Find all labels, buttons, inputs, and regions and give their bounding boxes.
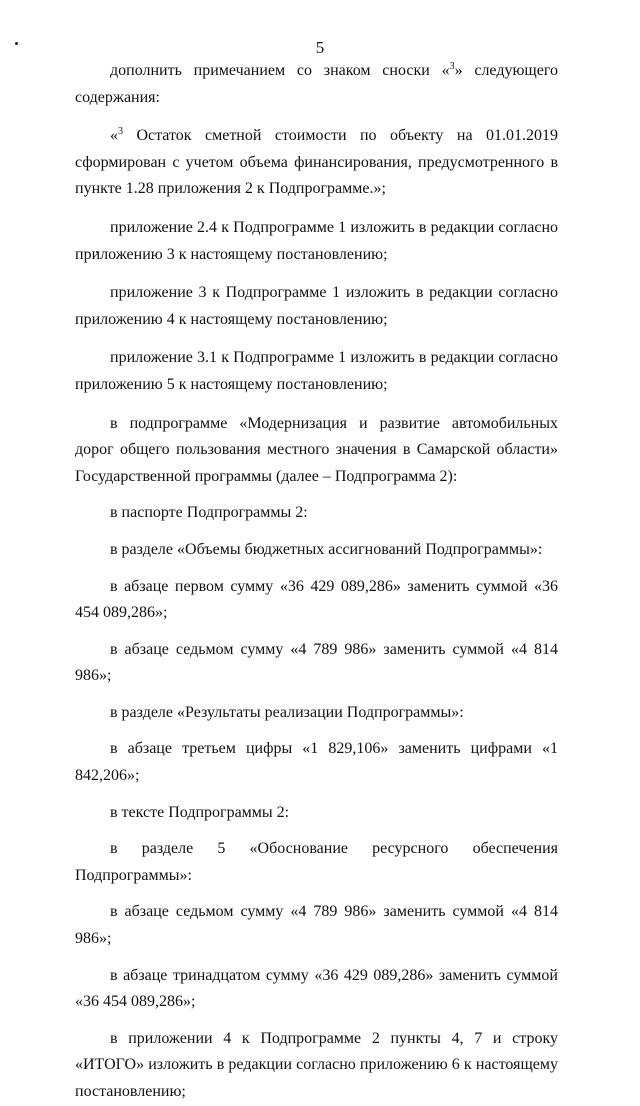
paragraph: в подпрограмме «Модернизация и развитие автомобильных дорог общего пользования местного значения в Самарской области» Государственной программы (далее – Подпрограмма 2):	[75, 414, 558, 485]
paragraph: в абзаце третьем цифры «1 829,106» заменить цифрами «1 842,206»;	[75, 740, 558, 785]
document-body	[75, 58, 558, 1106]
paragraph: в разделе «Объемы бюджетных ассигнований Подпрограммы»:	[110, 540, 543, 558]
text-run: дополнить примечанием со знаком сноски «	[110, 62, 450, 79]
paragraph: в паспорте Подпрограммы 2:	[110, 504, 308, 522]
paragraph: в приложении 4 к Подпрограмме 2 пункты 4, 7 и строку «ИТОГО» изложить в редакции согласно приложению 6 к настоящему постановлению;	[75, 1029, 558, 1100]
paragraph: приложение 3.1 к Подпрограмме 1 изложить в редакции согласно приложению 5 к настоящему постановлению;	[75, 349, 558, 393]
footnote-mark: 3	[449, 61, 455, 72]
page-number: 5	[315, 38, 325, 57]
paragraph: в тексте Подпрограммы 2:	[110, 803, 290, 821]
text-run: Остаток сметной стоимости по объекту на 01.01.2019 сформирован с учетом объема финансирования, предусмотренного в пункте 1.28 приложения 2 к Подпрограмме.»;	[75, 127, 558, 198]
paragraph: приложение 3 к Подпрограмме 1 изложить в редакции согласно приложению 4 к настоящему постановлению;	[75, 284, 558, 328]
text-run: «	[110, 127, 118, 145]
paragraph: в абзаце первом сумму «36 429 089,286» заменить суммой «36 454 089,286»;	[75, 577, 558, 622]
paragraph: в абзаце тринадцатом сумму «36 429 089,286» заменить суммой «36 454 089,286»;	[75, 966, 558, 1011]
paragraph	[75, 123, 558, 203]
paragraph: в абзаце седьмом сумму «4 789 986» заменить суммой «4 814 986»;	[75, 640, 558, 685]
paragraph: в разделе «Результаты реализации Подпрограммы»:	[110, 703, 464, 721]
text-run: » следующего содержания:	[75, 62, 559, 106]
paragraph: в абзаце седьмом сумму «4 789 986» заменить суммой «4 814 986»;	[75, 903, 558, 948]
footnote-mark: 3	[118, 126, 123, 138]
paragraph	[75, 58, 558, 111]
paragraph: в разделе 5 «Обоснование ресурсного обеспечения Подпрограммы»:	[75, 840, 558, 884]
paragraph: приложение 2.4 к Подпрограмме 1 изложить в редакции согласно приложению 3 к настоящему постановлению;	[75, 218, 558, 263]
